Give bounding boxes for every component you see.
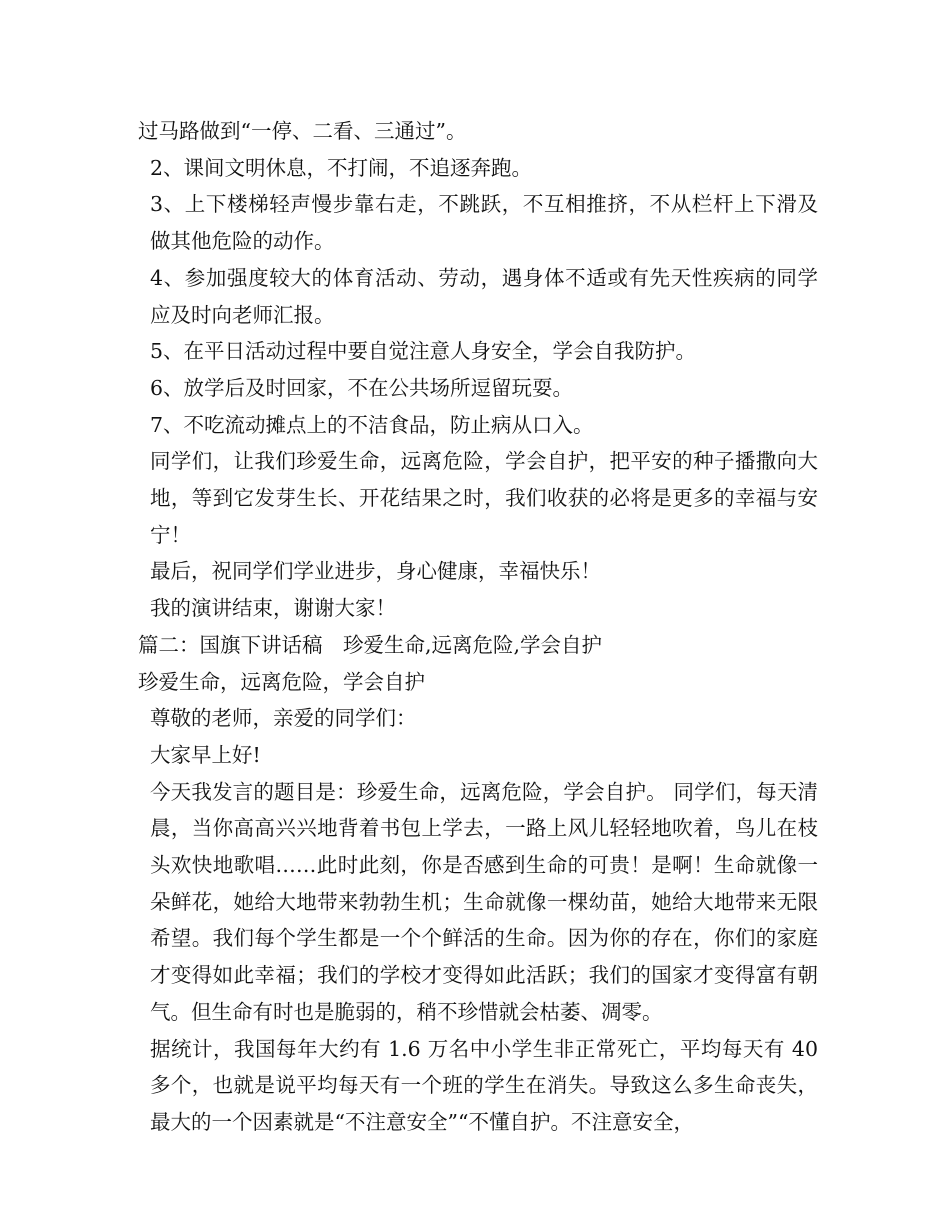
section-heading: 篇二：国旗下讲话稿 珍爱生命,远离危险,学会自护 (138, 632, 603, 657)
rule-item-6: 6、放学后及时回家，不在公共场所逗留玩耍。 (150, 375, 574, 400)
paragraph-crossing-road: 过马路做到“一停、二看、三通过”。 (138, 119, 467, 143)
rule-item-4: 4、参加强度较大的体育活动、劳动，遇身体不适或有先天性疾病的同学应及时向老师汇报。 (150, 265, 818, 327)
paragraph-statistics: 据统计，我国每年大约有 1.6 万名中小学生非正常死亡，平均每天有 40 多个，也就是说平均每天有一个班的学生在消失。导致这么多生命丧失，最大的一个因素就是“不注意安全”“不懂自护。不注意安全， (150, 1036, 818, 1134)
paragraph-appeal: 同学们，让我们珍爱生命，远离危险，学会自护，把平安的种子播撒向大地，等到它发芽生长、开花结果之时，我们收获的必将是更多的幸福与安宁！ (150, 449, 818, 547)
paragraph-wishes: 最后，祝同学们学业进步，身心健康，幸福快乐！ (150, 559, 601, 584)
greeting: 大家早上好! (150, 742, 261, 767)
rule-item-2: 2、课间文明休息，不打闹，不追逐奔跑。 (150, 155, 533, 180)
document-body (138, 113, 818, 1141)
rule-item-5: 5、在平日活动过程中要自觉注意人身安全，学会自我防护。 (150, 339, 697, 364)
salutation: 尊敬的老师，亲爱的同学们： (150, 706, 417, 731)
rule-item-3: 3、上下楼梯轻声慢步靠右走，不跳跃，不互相推挤，不从栏杆上下滑及做其他危险的动作。 (150, 192, 818, 254)
paragraph-closing: 我的演讲结束，谢谢大家！ (150, 596, 396, 621)
rule-item-7: 7、不吃流动摊点上的不洁食品，防止病从口入。 (150, 412, 594, 437)
paragraph-speech-body: 今天我发言的题目是：珍爱生命，远离危险，学会自护。 同学们，每天清晨，当你高高兴兴地背着书包上学去，一路上风儿轻轻地吹着，鸟儿在枝头欢快地歌唱……此时此刻，你是否感到生命的可贵！是啊！生命就像一朵鲜花，她给大地带来勃勃生机；生命就像一棵幼苗，她给大地带来无限希望。我们每个学生都是一个个鲜活的生命。因为你的存在，你们的家庭才变得如此幸福；我们的学校才变得如此活跃；我们的国家才变得富有朝气。但生命有时也是脆弱的，稍不珍惜就会枯萎、凋零。 (150, 779, 818, 1024)
speech-title: 珍爱生命，远离危险，学会自护 (138, 669, 425, 694)
